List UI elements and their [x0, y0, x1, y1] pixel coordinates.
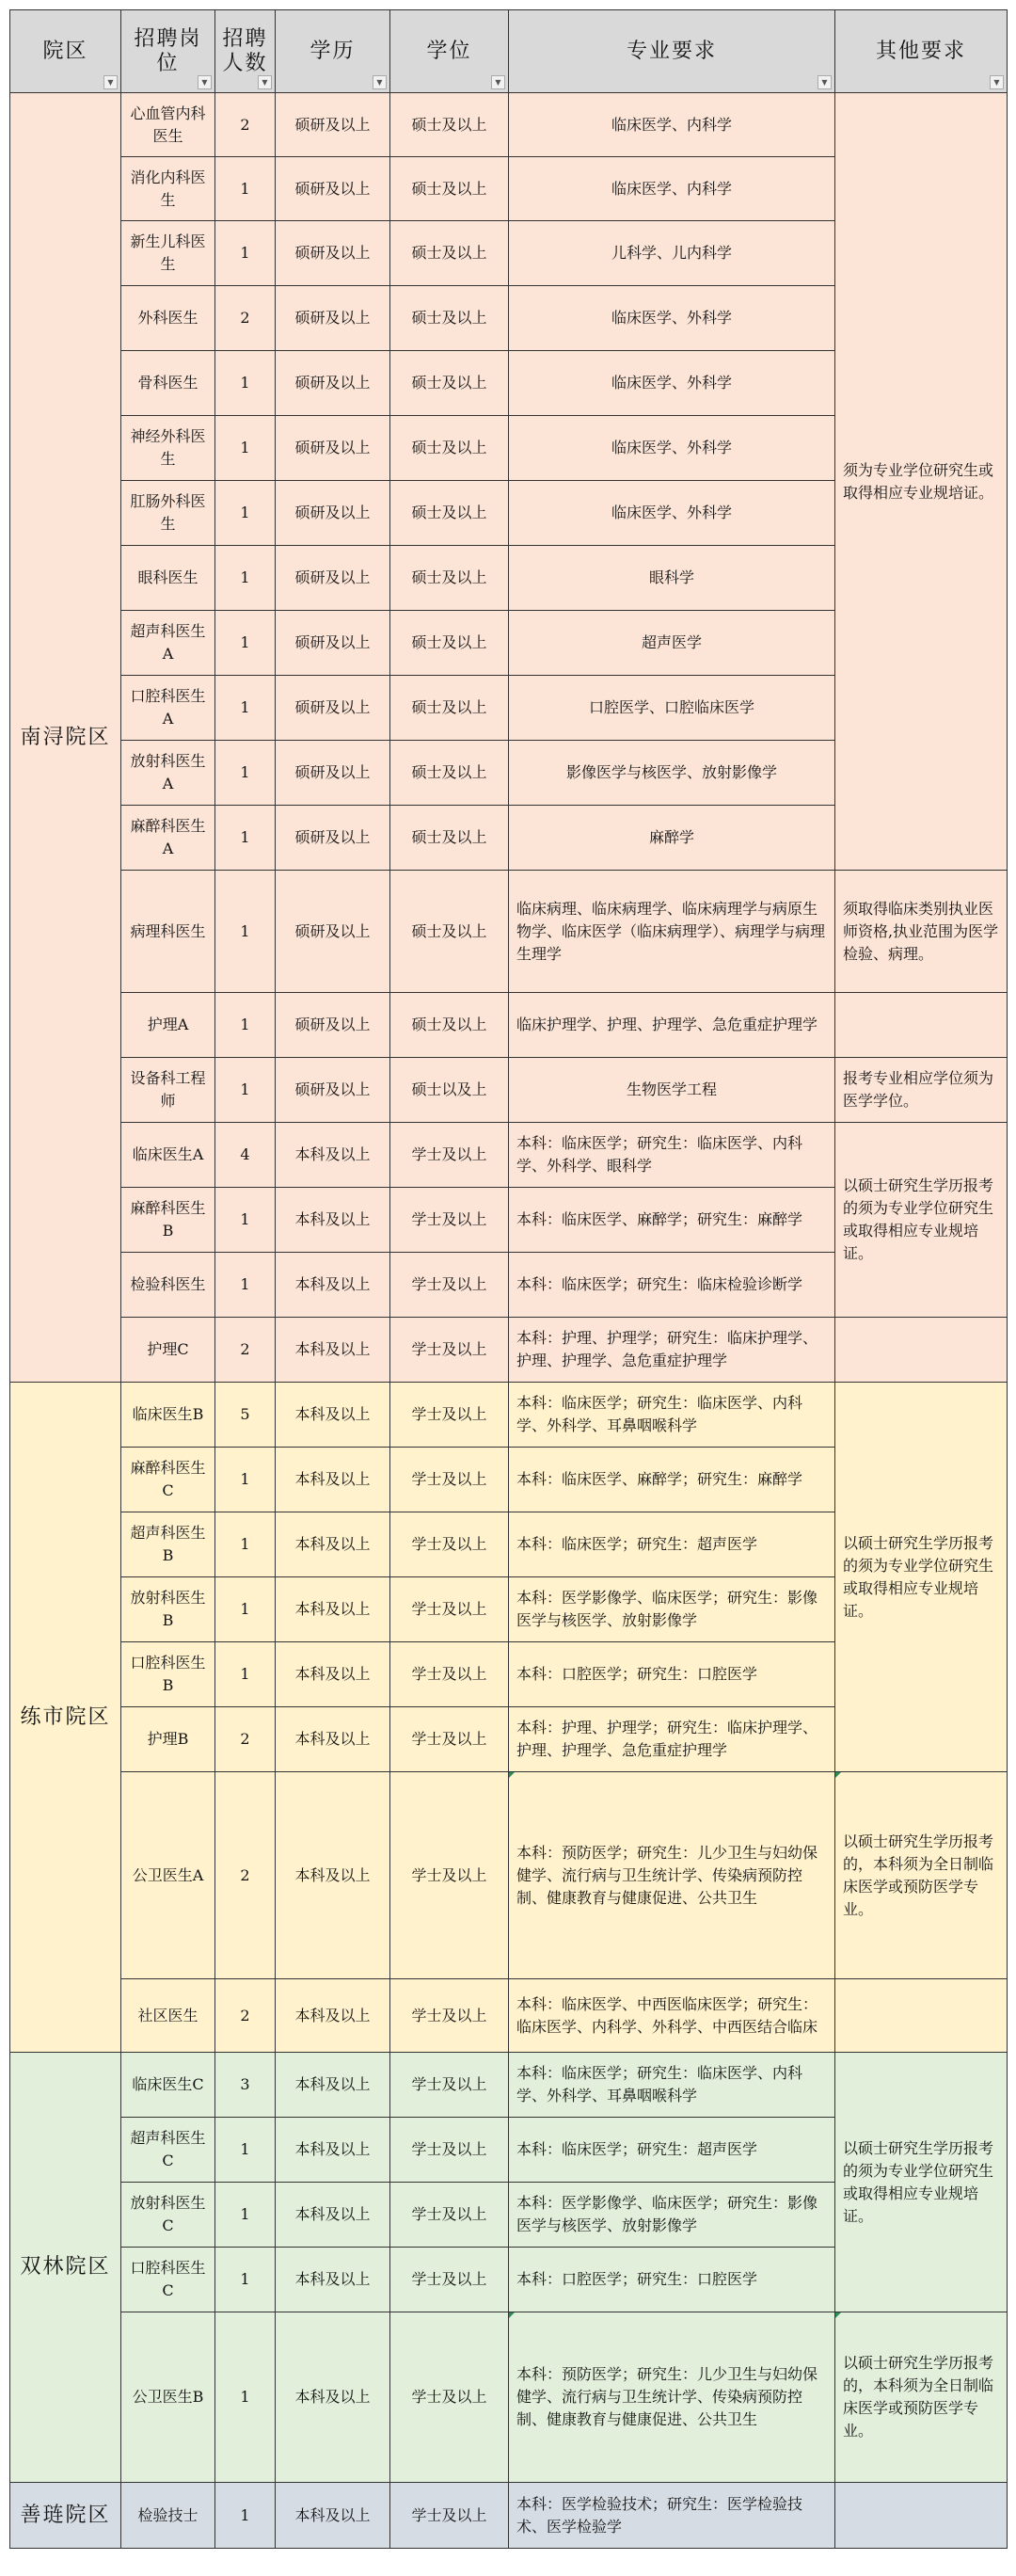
other-requirement-cell: 以硕士研究生学历报考的，本科须为全日制临床医学或预防医学专业。: [835, 1772, 1008, 1979]
count-cell: 1: [215, 416, 276, 481]
count-cell: 4: [215, 1123, 276, 1188]
major-cell: 临床医学、内科学: [509, 157, 835, 221]
count-cell: 2: [215, 1979, 276, 2053]
education-cell: 本科及以上: [276, 1577, 390, 1642]
header-other[interactable]: [835, 10, 1008, 93]
count-cell: 1: [215, 2248, 276, 2312]
header-education-label: 学历: [310, 39, 356, 63]
major-cell: 本科：护理、护理学；研究生：临床护理学、护理、护理学、急危重症护理学: [509, 1318, 835, 1383]
major-cell: 本科：临床医学、中西医临床医学；研究生：临床医学、内科学、外科学、中西医结合临床: [509, 1979, 835, 2053]
major-cell: 眼科学: [509, 546, 835, 611]
position-cell: 消化内科医生: [121, 157, 215, 221]
other-requirement-cell: 以硕士研究生学历报考的须为专业学位研究生或取得相应专业规培证。: [835, 1383, 1008, 1772]
count-cell: 1: [215, 806, 276, 871]
position-cell: 心血管内科医生: [121, 93, 215, 157]
header-position[interactable]: [121, 10, 215, 93]
degree-cell: 硕士及以上: [390, 93, 509, 157]
header-degree[interactable]: [390, 10, 509, 93]
degree-cell: 学士及以上: [390, 1253, 509, 1318]
education-cell: 硕研及以上: [276, 676, 390, 741]
degree-cell: 学士及以上: [390, 1642, 509, 1707]
other-requirement-cell: 报考专业相应学位须为医学学位。: [835, 1058, 1008, 1123]
position-cell: 超声科医生A: [121, 611, 215, 676]
count-cell: 1: [215, 1448, 276, 1512]
count-cell: 2: [215, 1707, 276, 1772]
count-cell: 1: [215, 676, 276, 741]
major-cell: 生物医学工程: [509, 1058, 835, 1123]
count-cell: 1: [215, 2118, 276, 2183]
major-cell: 儿科学、儿内科学: [509, 221, 835, 286]
education-cell: 本科及以上: [276, 1642, 390, 1707]
filter-dropdown-icon[interactable]: ▼: [990, 75, 1004, 89]
degree-cell: 学士及以上: [390, 1123, 509, 1188]
degree-cell: 学士及以上: [390, 2118, 509, 2183]
degree-cell: 硕士及以上: [390, 806, 509, 871]
degree-cell: 学士及以上: [390, 1383, 509, 1448]
count-cell: 2: [215, 1318, 276, 1383]
district-cell: 练市院区: [10, 1383, 121, 2053]
position-cell: 口腔科医生B: [121, 1642, 215, 1707]
major-cell: 本科：预防医学；研究生：儿少卫生与妇幼保健学、流行病与卫生统计学、传染病预防控制、健康教育与健康促进、公共卫生: [509, 2312, 835, 2483]
header-other-label: 其他要求: [875, 39, 966, 63]
position-cell: 麻醉科医生C: [121, 1448, 215, 1512]
count-cell: 1: [215, 546, 276, 611]
other-requirement-cell: [835, 1318, 1008, 1383]
major-cell: 影像医学与核医学、放射影像学: [509, 741, 835, 806]
education-cell: 本科及以上: [276, 1253, 390, 1318]
other-requirement-cell: [835, 993, 1008, 1058]
other-requirement-cell: [835, 2483, 1008, 2549]
header-degree-label: 学位: [426, 39, 472, 63]
header-major[interactable]: [509, 10, 835, 93]
education-cell: 硕研及以上: [276, 157, 390, 221]
position-cell: 设备科工程师: [121, 1058, 215, 1123]
education-cell: 本科及以上: [276, 1707, 390, 1772]
major-cell: 超声医学: [509, 611, 835, 676]
major-cell: 本科：临床医学、麻醉学；研究生：麻醉学: [509, 1188, 835, 1253]
count-cell: 2: [215, 93, 276, 157]
degree-cell: 学士及以上: [390, 1318, 509, 1383]
position-cell: 公卫医生B: [121, 2312, 215, 2483]
education-cell: 硕研及以上: [276, 1058, 390, 1123]
position-cell: 神经外科医生: [121, 416, 215, 481]
header-district-label: 院区: [42, 39, 88, 63]
degree-cell: 硕士及以上: [390, 157, 509, 221]
recruitment-table: [9, 9, 1008, 2549]
position-cell: 临床医生A: [121, 1123, 215, 1188]
count-cell: 1: [215, 481, 276, 546]
major-cell: 本科：临床医学；研究生：超声医学: [509, 2118, 835, 2183]
filter-dropdown-icon[interactable]: ▼: [491, 75, 505, 89]
degree-cell: 硕士及以上: [390, 221, 509, 286]
degree-cell: 硕士及以上: [390, 611, 509, 676]
count-cell: 1: [215, 221, 276, 286]
major-cell: 本科：预防医学；研究生：儿少卫生与妇幼保健学、流行病与卫生统计学、传染病预防控制、健康教育与健康促进、公共卫生: [509, 1772, 835, 1979]
education-cell: 硕研及以上: [276, 221, 390, 286]
degree-cell: 硕士及以上: [390, 993, 509, 1058]
position-cell: 口腔科医生C: [121, 2248, 215, 2312]
position-cell: 检验技士: [121, 2483, 215, 2549]
count-cell: 1: [215, 1253, 276, 1318]
education-cell: 硕研及以上: [276, 806, 390, 871]
education-cell: 硕研及以上: [276, 993, 390, 1058]
education-cell: 硕研及以上: [276, 741, 390, 806]
education-cell: 硕研及以上: [276, 611, 390, 676]
major-cell: 临床护理学、护理、护理学、急危重症护理学: [509, 993, 835, 1058]
education-cell: 本科及以上: [276, 1512, 390, 1577]
degree-cell: 硕士及以上: [390, 871, 509, 993]
count-cell: 5: [215, 1383, 276, 1448]
count-cell: 2: [215, 1772, 276, 1979]
position-cell: 麻醉科医生A: [121, 806, 215, 871]
position-cell: 新生儿科医生: [121, 221, 215, 286]
position-cell: 临床医生B: [121, 1383, 215, 1448]
education-cell: 硕研及以上: [276, 93, 390, 157]
count-cell: 1: [215, 2483, 276, 2549]
degree-cell: 硕士及以上: [390, 351, 509, 416]
count-cell: 2: [215, 286, 276, 351]
education-cell: 本科及以上: [276, 1123, 390, 1188]
other-requirement-cell: [835, 1979, 1008, 2053]
major-cell: 本科：临床医学、麻醉学；研究生：麻醉学: [509, 1448, 835, 1512]
count-cell: 1: [215, 351, 276, 416]
other-requirement-cell: 以硕士研究生学历报考的须为专业学位研究生或取得相应专业规培证。: [835, 2053, 1008, 2312]
count-cell: 1: [215, 1642, 276, 1707]
degree-cell: 硕士及以上: [390, 481, 509, 546]
education-cell: 本科及以上: [276, 2312, 390, 2483]
position-cell: 骨科医生: [121, 351, 215, 416]
education-cell: 本科及以上: [276, 1448, 390, 1512]
major-cell: 本科：临床医学；研究生：临床医学、内科学、外科学、眼科学: [509, 1123, 835, 1188]
count-cell: 1: [215, 1058, 276, 1123]
count-cell: 1: [215, 157, 276, 221]
count-cell: 1: [215, 1577, 276, 1642]
position-cell: 护理C: [121, 1318, 215, 1383]
count-cell: 1: [215, 2312, 276, 2483]
major-cell: 本科：临床医学；研究生：临床医学、内科学、外科学、耳鼻咽喉科学: [509, 2053, 835, 2118]
position-cell: 麻醉科医生B: [121, 1188, 215, 1253]
major-cell: 临床病理、临床病理学、临床病理学与病原生物学、临床医学（临床病理学）、病理学与病理生理学: [509, 871, 835, 993]
filter-dropdown-icon[interactable]: ▼: [818, 75, 832, 89]
position-cell: 放射科医生A: [121, 741, 215, 806]
degree-cell: 硕士及以上: [390, 286, 509, 351]
count-cell: 1: [215, 993, 276, 1058]
count-cell: 1: [215, 611, 276, 676]
degree-cell: 学士及以上: [390, 2053, 509, 2118]
major-cell: 本科：临床医学；研究生：临床检验诊断学: [509, 1253, 835, 1318]
position-cell: 超声科医生B: [121, 1512, 215, 1577]
degree-cell: 硕士以及上: [390, 1058, 509, 1123]
comment-marker-icon: [835, 1772, 841, 1778]
position-cell: 病理科医生: [121, 871, 215, 993]
major-cell: 本科：医学影像学、临床医学；研究生：影像医学与核医学、放射影像学: [509, 2183, 835, 2248]
filter-dropdown-icon[interactable]: ▼: [258, 75, 272, 89]
degree-cell: 学士及以上: [390, 1772, 509, 1979]
position-cell: 放射科医生C: [121, 2183, 215, 2248]
count-cell: 1: [215, 2183, 276, 2248]
position-cell: 眼科医生: [121, 546, 215, 611]
filter-dropdown-icon[interactable]: ▼: [373, 75, 387, 89]
degree-cell: 硕士及以上: [390, 741, 509, 806]
comment-marker-icon: [835, 2312, 841, 2318]
education-cell: 本科及以上: [276, 2053, 390, 2118]
district-cell: 善琏院区: [10, 2483, 121, 2549]
education-cell: 硕研及以上: [276, 481, 390, 546]
degree-cell: 学士及以上: [390, 1448, 509, 1512]
major-cell: 本科：临床医学；研究生：超声医学: [509, 1512, 835, 1577]
education-cell: 本科及以上: [276, 2248, 390, 2312]
major-cell: 临床医学、外科学: [509, 416, 835, 481]
position-cell: 外科医生: [121, 286, 215, 351]
position-cell: 公卫医生A: [121, 1772, 215, 1979]
degree-cell: 学士及以上: [390, 1577, 509, 1642]
education-cell: 本科及以上: [276, 1188, 390, 1253]
other-requirement-cell: 以硕士研究生学历报考的，本科须为全日制临床医学或预防医学专业。: [835, 2312, 1008, 2483]
major-cell: 临床医学、外科学: [509, 481, 835, 546]
position-cell: 肛肠外科医生: [121, 481, 215, 546]
count-cell: 3: [215, 2053, 276, 2118]
major-cell: 本科：医学影像学、临床医学；研究生：影像医学与核医学、放射影像学: [509, 1577, 835, 1642]
degree-cell: 学士及以上: [390, 1979, 509, 2053]
major-cell: 临床医学、外科学: [509, 286, 835, 351]
degree-cell: 硕士及以上: [390, 416, 509, 481]
other-requirement-cell: 须为专业学位研究生或取得相应专业规培证。: [835, 93, 1008, 871]
filter-dropdown-icon[interactable]: ▼: [198, 75, 212, 89]
header-major-label: 专业要求: [626, 39, 717, 63]
degree-cell: 学士及以上: [390, 2483, 509, 2549]
major-cell: 本科：口腔医学；研究生：口腔医学: [509, 2248, 835, 2312]
education-cell: 本科及以上: [276, 1383, 390, 1448]
education-cell: 硕研及以上: [276, 546, 390, 611]
comment-marker-icon: [509, 2312, 515, 2318]
degree-cell: 学士及以上: [390, 2312, 509, 2483]
major-cell: 口腔医学、口腔临床医学: [509, 676, 835, 741]
education-cell: 本科及以上: [276, 1318, 390, 1383]
position-cell: 护理A: [121, 993, 215, 1058]
major-cell: 麻醉学: [509, 806, 835, 871]
count-cell: 1: [215, 871, 276, 993]
major-cell: 本科：护理、护理学；研究生：临床护理学、护理、护理学、急危重症护理学: [509, 1707, 835, 1772]
major-cell: 本科：口腔医学；研究生：口腔医学: [509, 1642, 835, 1707]
header-count-label: 招聘人数: [222, 26, 268, 75]
education-cell: 硕研及以上: [276, 286, 390, 351]
position-cell: 口腔科医生A: [121, 676, 215, 741]
education-cell: 本科及以上: [276, 2118, 390, 2183]
degree-cell: 学士及以上: [390, 1512, 509, 1577]
major-cell: 临床医学、内科学: [509, 93, 835, 157]
major-cell: 本科：临床医学；研究生：临床医学、内科学、外科学、耳鼻咽喉科学: [509, 1383, 835, 1448]
degree-cell: 学士及以上: [390, 2183, 509, 2248]
major-cell: 本科：医学检验技术；研究生：医学检验技术、医学检验学: [509, 2483, 835, 2549]
position-cell: 护理B: [121, 1707, 215, 1772]
header-education[interactable]: [276, 10, 390, 93]
position-cell: 放射科医生B: [121, 1577, 215, 1642]
count-cell: 1: [215, 741, 276, 806]
degree-cell: 学士及以上: [390, 1707, 509, 1772]
degree-cell: 学士及以上: [390, 2248, 509, 2312]
education-cell: 硕研及以上: [276, 416, 390, 481]
district-cell: 南浔院区: [10, 93, 121, 1383]
education-cell: 硕研及以上: [276, 871, 390, 993]
degree-cell: 学士及以上: [390, 1188, 509, 1253]
district-cell: 双林院区: [10, 2053, 121, 2483]
education-cell: 本科及以上: [276, 2183, 390, 2248]
header-district[interactable]: [10, 10, 121, 93]
position-cell: 临床医生C: [121, 2053, 215, 2118]
position-cell: 检验科医生: [121, 1253, 215, 1318]
position-cell: 社区医生: [121, 1979, 215, 2053]
filter-dropdown-icon[interactable]: ▼: [103, 75, 118, 89]
major-cell: 临床医学、外科学: [509, 351, 835, 416]
education-cell: 本科及以上: [276, 1772, 390, 1979]
education-cell: 本科及以上: [276, 2483, 390, 2549]
degree-cell: 硕士及以上: [390, 546, 509, 611]
position-cell: 超声科医生C: [121, 2118, 215, 2183]
count-cell: 1: [215, 1512, 276, 1577]
comment-marker-icon: [509, 1772, 515, 1778]
header-position-label: 招聘岗位: [134, 26, 202, 75]
header-count[interactable]: [215, 10, 276, 93]
degree-cell: 硕士及以上: [390, 676, 509, 741]
education-cell: 硕研及以上: [276, 351, 390, 416]
education-cell: 本科及以上: [276, 1979, 390, 2053]
count-cell: 1: [215, 1188, 276, 1253]
other-requirement-cell: 须取得临床类别执业医师资格,执业范围为医学检验、病理。: [835, 871, 1008, 993]
other-requirement-cell: 以硕士研究生学历报考的须为专业学位研究生或取得相应专业规培证。: [835, 1123, 1008, 1318]
